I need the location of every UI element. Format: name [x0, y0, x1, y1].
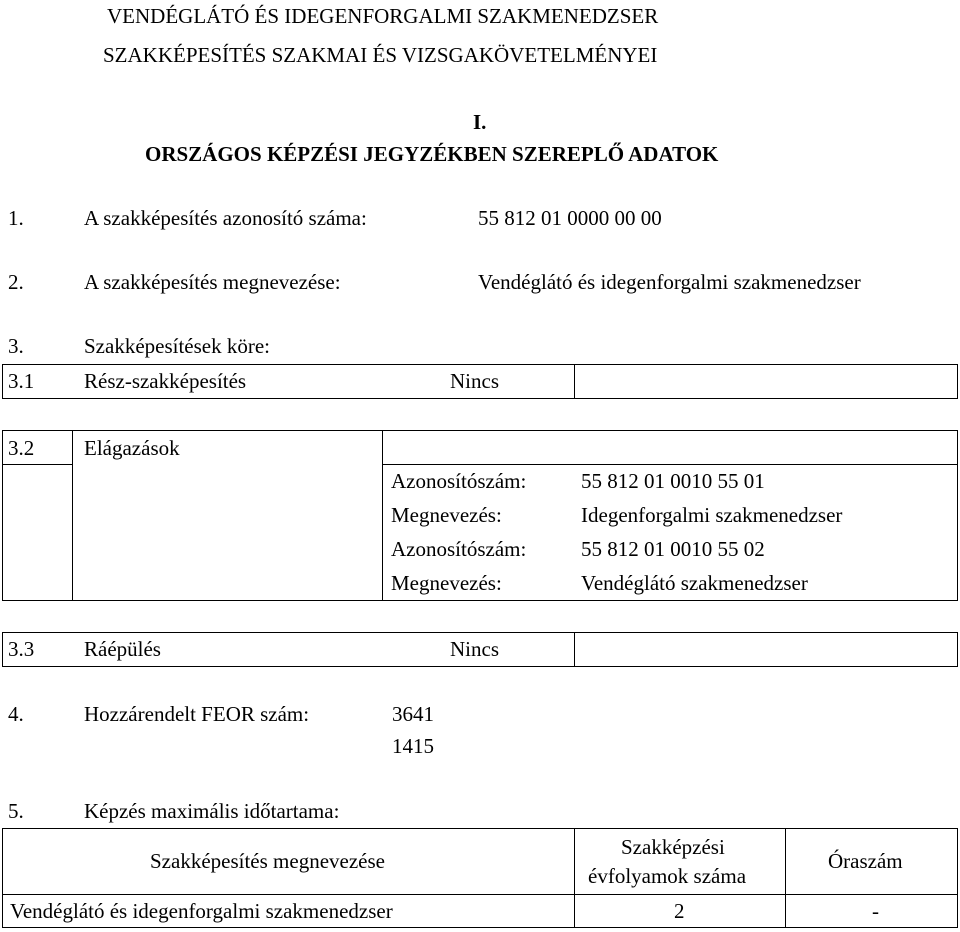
duration-header-years-line2: évfolyamok száma: [588, 864, 747, 888]
block-3-2-num-row-border: [2, 464, 72, 465]
block-3-2-num-border: [72, 430, 73, 601]
branch-2-name-label: Megnevezés:: [391, 571, 502, 595]
item-1-value: 55 812 01 0000 00 00: [478, 206, 662, 230]
item-3-3-number: 3.3: [8, 637, 35, 661]
item-1-label: A szakképesítés azonosító száma:: [84, 206, 367, 230]
item-5-label: Képzés maximális időtartama:: [84, 799, 340, 823]
duration-table-left-border: [2, 828, 3, 928]
duration-table-right-border: [957, 828, 958, 928]
row-3-1-bottom-border: [2, 398, 958, 399]
item-3-1-number: 3.1: [8, 369, 35, 393]
item-3-2-number: 3.2: [8, 436, 35, 460]
block-3-2-top-border: [2, 430, 958, 431]
title-line-1: VENDÉGLÁTÓ ÉS IDEGENFORGALMI SZAKMENEDZSER: [107, 4, 659, 28]
duration-header-name: Szakképesítés megnevezése: [150, 849, 385, 873]
feor-code-1: 3641: [392, 702, 434, 726]
row-3-3-right-border: [957, 632, 958, 667]
block-3-2-right-header-border: [382, 464, 958, 465]
item-3-2-label: Elágazások: [84, 436, 180, 460]
item-2-label: A szakképesítés megnevezése:: [84, 270, 341, 294]
item-4-label: Hozzárendelt FEOR szám:: [84, 702, 310, 726]
branch-1-id-label: Azonosítószám:: [391, 469, 527, 493]
section-title: ORSZÁGOS KÉPZÉSI JEGYZÉKBEN SZEREPLŐ ADATOK: [145, 142, 719, 166]
branch-2-id-label: Azonosítószám:: [391, 537, 527, 561]
row-3-3-left-border: [2, 632, 3, 667]
row-3-1-mid-border: [574, 364, 575, 399]
item-3-label: Szakképesítések köre:: [84, 334, 271, 358]
item-1-number: 1.: [8, 206, 24, 230]
row-3-3-bottom-border: [2, 666, 958, 667]
branch-2-name-value: Vendéglátó szakmenedzser: [581, 571, 808, 595]
item-3-3-label: Ráépülés: [84, 637, 161, 661]
item-4-number: 4.: [8, 702, 24, 726]
item-2-number: 2.: [8, 270, 24, 294]
row-3-1-left-border: [2, 364, 3, 399]
block-3-2-bottom-border: [2, 600, 958, 601]
duration-header-years-line1: Szakképzési: [621, 835, 725, 859]
branch-1-name-label: Megnevezés:: [391, 503, 502, 527]
section-number: I.: [473, 110, 487, 134]
duration-table-header-border: [2, 894, 958, 895]
row-3-3-top-border: [2, 632, 958, 633]
duration-table-top-border: [2, 828, 958, 829]
item-3-3-value: Nincs: [450, 637, 499, 661]
title-line-2: SZAKKÉPESÍTÉS SZAKMAI ÉS VIZSGAKÖVETELMÉNYEI: [103, 43, 658, 67]
item-3-1-value: Nincs: [450, 369, 499, 393]
duration-row-name: Vendéglátó és idegenforgalmi szakmenedzser: [10, 899, 393, 923]
feor-code-2: 1415: [392, 734, 434, 758]
row-3-3-mid-border: [574, 632, 575, 667]
row-3-1-right-border: [957, 364, 958, 399]
item-3-1-label: Rész-szakképesítés: [84, 369, 247, 393]
branch-1-id-value: 55 812 01 0010 55 01: [581, 469, 765, 493]
duration-row-hours: -: [872, 899, 879, 923]
branch-1-name-value: Idegenforgalmi szakmenedzser: [581, 503, 843, 527]
duration-header-hours: Óraszám: [828, 849, 903, 873]
item-2-value: Vendéglátó és idegenforgalmi szakmenedzser: [478, 270, 861, 294]
block-3-2-right-border: [957, 430, 958, 601]
block-3-2-label-border: [382, 430, 383, 601]
duration-row-years: 2: [674, 899, 685, 923]
duration-table-bottom-border: [2, 927, 958, 928]
item-5-number: 5.: [8, 799, 24, 823]
branch-2-id-value: 55 812 01 0010 55 02: [581, 537, 765, 561]
row-3-1-top-border: [2, 364, 958, 365]
block-3-2-left-border: [2, 430, 3, 601]
duration-table-col2-border: [574, 828, 575, 928]
item-3-number: 3.: [8, 334, 24, 358]
duration-table-col3-border: [785, 828, 786, 928]
